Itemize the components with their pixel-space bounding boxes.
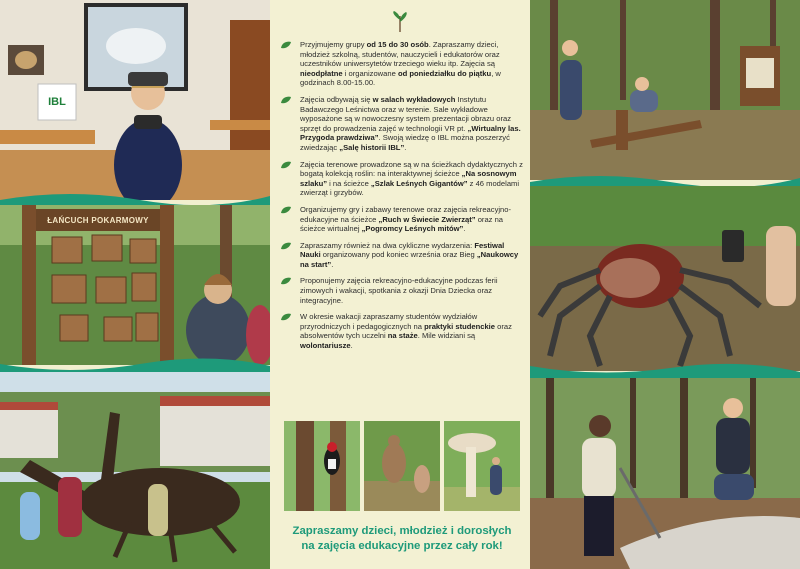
left-photo-column: [0, 0, 270, 569]
slogan-line-2: na zajęcia edukacyjne przez cały rok!: [301, 540, 503, 552]
closing-slogan: [280, 524, 524, 554]
bullet-plain-text: .: [350, 341, 353, 351]
bullet-plain-text: Organizujemy gry i zabawy terenowe oraz zajęcia rekreacyjno-edukacyjne na ścieżce: [300, 204, 512, 224]
leaf-bullet-icon: [280, 41, 292, 49]
bullet-field-trails: [278, 160, 524, 198]
bullet-bold-text: Festiwal Nauki: [300, 240, 505, 260]
leaf-bullet-icon: [280, 277, 292, 285]
ibl-sign: [38, 84, 76, 120]
bullet-bold-text: „Salę historii IBL”: [339, 142, 405, 152]
ibl-logo-text: IBL: [48, 96, 66, 108]
bullet-bold-text: od poniedziałku do piątku: [397, 68, 492, 78]
bullet-bold-text: na staże: [387, 331, 418, 341]
bullet-plain-text: .: [463, 224, 466, 234]
bullet-plain-text: organizowany pod koniec września oraz Bieg: [320, 250, 477, 260]
deer-model-scene: [364, 421, 440, 511]
bullet-bold-text: od 15 do 30 osób: [366, 40, 429, 49]
leaf-bullet-icon: [280, 206, 292, 214]
bullet-plain-text: oraz na ścieżce wirtualnej: [300, 214, 504, 234]
bullet-bold-text: praktyki studenckie: [424, 321, 496, 331]
bullet-text: [300, 312, 512, 350]
bullet-bold-text: „Na sosnowym szlaku”: [300, 169, 517, 188]
bullet-plain-text: i na ścieżce: [327, 178, 371, 188]
bullet-text: [300, 276, 498, 304]
photo-mushroom-model: [444, 421, 520, 511]
bullet-plain-text: oraz absolwentów tych uczelni: [300, 321, 512, 341]
leaf-bullet-icon: [280, 313, 292, 321]
photo-trail-work: [530, 378, 800, 569]
photo-giant-tick: [530, 186, 800, 371]
mushroom-model-scene: [444, 421, 520, 511]
bullet-text: [300, 160, 523, 198]
bullet-bold-text: „Ruch w Świecie Zwierząt”: [378, 214, 476, 224]
bullet-internships: [278, 312, 524, 350]
bullet-events: [278, 241, 524, 270]
bullet-bold-text: „Szlak Leśnych Gigantów”: [370, 178, 468, 188]
bullet-holidays: [278, 276, 524, 305]
bullet-plain-text: Proponujemy zajęcia rekreacyjno-edukacyjne podczas ferii zimowych i wakacji, spotkania z okazji Dnia Dziecka oraz integracyjne.: [300, 276, 498, 305]
bullet-plain-text: i organizowane: [342, 68, 398, 78]
bullet-bold-text: w salach wykładowych: [372, 94, 456, 104]
photo-forest-seesaw: [530, 0, 800, 180]
bullet-plain-text: . Mile widziani są: [417, 331, 476, 341]
photo-food-chain-board: [0, 205, 270, 365]
bullet-bold-text: wolontariusze: [300, 341, 351, 351]
bullet-plain-text: . Zapraszamy dzieci, młodzież szkolną, studentów, nauczycieli i edukatorów oraz uczestników uniwersytetów trzeciego wieku itp. Zajęcia są: [300, 40, 500, 69]
leaf-bullet-icon: [280, 96, 292, 104]
bullet-games: [278, 205, 524, 234]
bullet-bold-text: „Naukowcy na start”: [300, 250, 519, 269]
bullet-bold-text: nieodpłatne: [300, 68, 343, 78]
right-photo-column: [530, 0, 800, 569]
forest-seesaw-scene: [530, 0, 800, 180]
bullet-text: [300, 95, 521, 152]
bullet-bold-text: „Pogromcy Leśnych mitów”: [361, 224, 464, 234]
photo-woodpecker: [284, 421, 360, 511]
center-text-column: [270, 0, 530, 569]
giant-tick-scene: [530, 186, 800, 371]
bullet-plain-text: .: [331, 259, 334, 269]
bullet-plain-text: Instytutu Badawczego Leśnictwa oraz w terenie. Sale wykładowe wyposażone są w nowoczesny system prezentacji obrazu oraz sprzęt do prowadzenia zajęć w technologii VR pt.: [300, 94, 512, 133]
bullet-text: [300, 40, 501, 87]
woodpecker-scene: [284, 421, 360, 511]
trail-work-scene: [530, 378, 800, 569]
bullet-plain-text: .: [404, 142, 407, 152]
food-chain-sign-text: ŁAŃCUCH POKARMOWY: [47, 215, 149, 225]
bullet-plain-text: . Swoją wiedzę o IBL można poszerzyć zwiedzając: [300, 133, 510, 152]
bullet-plain-text: Zajęcia terenowe prowadzone są w na ścieżkach dydaktycznych z bogatą kolekcją roślin: na interaktywnej ścieżce: [300, 159, 523, 179]
bullet-plain-text: W okresie wakacji zapraszamy studentów wydziałów przyrodniczych i pedagogicznych na: [300, 312, 478, 331]
bullet-text: [300, 241, 518, 269]
photo-vr-classroom: [0, 0, 270, 200]
photo-deer-model: [364, 421, 440, 511]
leaf-sprig-icon: [388, 10, 412, 34]
offer-bullet-list: [278, 40, 524, 358]
bullet-bold-text: „Wirtualny las. Przygoda prawdziwa”: [300, 123, 521, 143]
leaf-bullet-icon: [280, 161, 292, 169]
bullet-plain-text: , w godzinach 8.00-15.00.: [300, 68, 501, 88]
bullet-plain-text: Przyjmujemy grupy: [300, 40, 367, 49]
bullet-lecture-halls: [278, 95, 524, 153]
leaf-bullet-icon: [280, 242, 292, 250]
green-wave-divider: [530, 360, 800, 380]
bullet-plain-text: Zajęcia odbywają się: [300, 94, 373, 104]
slogan-line-1: Zapraszamy dzieci, młodzież i dorosłych: [292, 525, 512, 537]
bullet-plain-text: Zapraszamy również na dwa cykliczne wydarzenia:: [300, 240, 475, 250]
bullet-text: [300, 205, 511, 233]
food-chain-sign: [36, 209, 160, 231]
bullet-groups: [278, 40, 524, 88]
photo-giant-beetle: [0, 372, 270, 569]
giant-beetle-scene: [0, 372, 270, 569]
bullet-plain-text: z 46 modelami zwierząt i grzybów.: [300, 178, 520, 198]
